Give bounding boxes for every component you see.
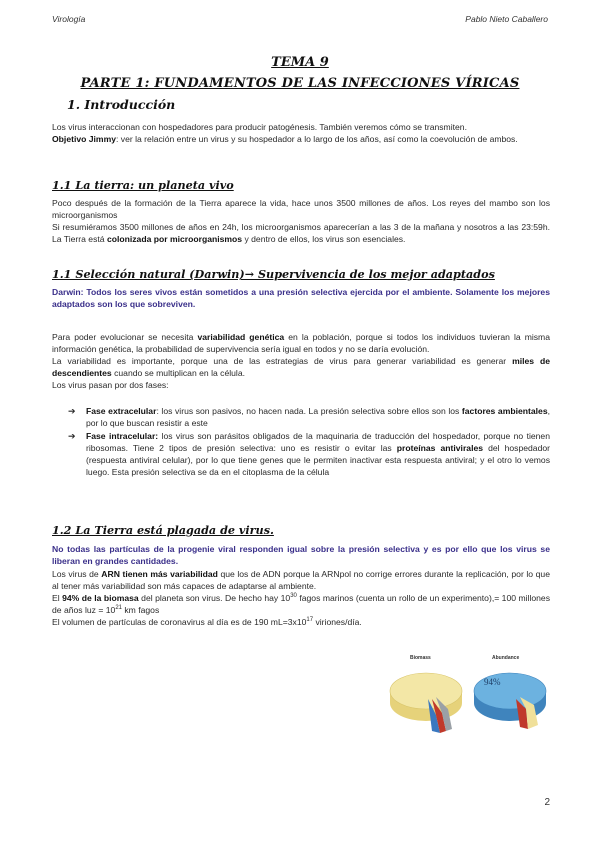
living-planet-text-2: Si resumiéramos 3500 millones de años en 24h, los microorganismos aparecerían a las 3 de la mañana y nosotros a las 23:59h. La Tierra está [52, 222, 550, 244]
intro-paragraph [52, 121, 550, 145]
abundance-chart-title: Abundance [492, 655, 520, 661]
arrow-right-icon: ➔ [68, 431, 76, 441]
rna-paragraph [52, 568, 550, 628]
biomass-chart-title: Biomass [410, 655, 431, 661]
rna-text-2: que los de ADN porque la ARNpol no corrige errores durante la replicación, por lo que al tener más variabilidad son más capaces de adaptarse al ambiente. [52, 569, 550, 591]
living-planet-text-3: y dentro de ellos, los virus son esenciales. [242, 234, 406, 244]
biomass-pie-top [390, 673, 462, 709]
intro-text: Los virus interaccionan con hospedadores para producir patogénesis. También veremos cómo se transmiten. [52, 122, 467, 132]
page-title: TEMA 9 [271, 55, 329, 70]
pie-charts-figure [388, 655, 553, 745]
coronavirus-text-1: El volumen de partículas de coronavirus al día es de 190 mL=3x10 [52, 617, 307, 627]
variability-paragraph [52, 331, 550, 391]
objective-label: Objetivo Jimmy [52, 134, 116, 144]
progeny-note: No todas las partículas de la progenie viral responden igual sobre la presión selectiva y es por ello que los virus se liberan en grandes cantidades. [52, 544, 550, 566]
header-subject: Virología [52, 14, 86, 24]
darwin-quote: Darwin: Todos los seres vivos están sometidos a una presión selectiva ejercida por el ambiente. Solamente los mejores adaptados son los que sobreviven. [52, 287, 550, 309]
variability-bold-2: miles de descendientes [52, 356, 550, 378]
phase-extracellular-bold: factores ambientales [461, 406, 548, 416]
phase-intracellular-label: Fase intracelular: [86, 431, 159, 441]
abundance-pie [474, 673, 546, 729]
header-author: Pablo Nieto Caballero [465, 14, 548, 24]
phase-intracellular-end: del hospedador (respuesta antiviral celular), por lo que tiene genes que le permiten inactivar esta respuesta antiviral; y el otro lo vemos luego. Esta presión selectiva se da en el citoplasma de la célula [86, 443, 551, 477]
page-subtitle: PARTE 1: FUNDAMENTOS DE LAS INFECCIONES VÍRICAS [80, 76, 520, 91]
living-planet-bold: colonizada por microorganismos [106, 234, 243, 244]
living-planet-paragraph [52, 197, 550, 245]
list-item [66, 430, 550, 478]
biomass-text-3: fagos marinos (cuenta un rollo de un experimento),= 100 millones de años luz = 10 [52, 593, 550, 615]
biomass-pie [390, 673, 462, 733]
section-heading-intro: 1. Introducción [67, 97, 176, 112]
arrow-right-icon: ➔ [68, 406, 76, 416]
biomass-bold: 94% de la biomasa [62, 593, 139, 603]
exponent-17: 17 [306, 617, 314, 624]
rna-text-1: Los virus de [52, 569, 102, 579]
variability-text-1: Para poder evolucionar se necesita [52, 332, 198, 342]
phase-extracellular-text: : los virus son pasivos, no hacen nada. La presión selectiva sobre ellos son los [156, 406, 462, 416]
objective-text: : ver la relación entre un virus y su hospedador a lo largo de los años, así como la coevolución de ambos. [116, 134, 518, 144]
phase-intracellular-bold: proteínas antivirales [396, 443, 484, 453]
exponent-21: 21 [115, 605, 122, 612]
rna-bold: ARN tienen más variabilidad [101, 569, 218, 579]
phase-extracellular-end: , por lo que buscan resistir a este [86, 406, 550, 428]
section-heading-natural-selection: 1.1 Selección natural (Darwin)→ Supervivencia de los mejor adaptados [52, 267, 495, 281]
variability-text-2: en la población, porque si todos los individuos tuvieran la misma información genética, la probabilidad de supervivencia sería igual en todos y no se daría evolución. [52, 332, 550, 354]
living-planet-text-1: Poco después de la formación de la Tierra aparece la vida, hace unos 3500 millones de años. Los reyes del mambo son los microorganismos [52, 198, 550, 220]
section-heading-earth-viruses: 1.2 La Tierra está plagada de virus. [52, 523, 274, 537]
variability-bold-1: variabilidad genética [197, 332, 285, 342]
coronavirus-text-2: viriones/día. [313, 617, 362, 627]
variability-text-3: La variabilidad es importante, porque una de las estrategias de virus para generar variabilidad es generar [52, 356, 513, 366]
biomass-text-1: El [52, 593, 63, 603]
exponent-30: 30 [290, 593, 297, 600]
biomass-text-2: del planeta son virus. De hecho hay 10 [138, 593, 291, 603]
abundance-value-label: 94% [484, 677, 501, 687]
page-number: 2 [544, 797, 550, 808]
list-item [66, 405, 550, 429]
pie-charts-svg [388, 655, 553, 745]
phases-list [66, 405, 550, 479]
biomass-text-4: km fagos [122, 605, 160, 615]
section-heading-living-planet: 1.1 La tierra: un planeta vivo [52, 178, 234, 192]
phase-intracellular-text: los virus son parásitos obligados de la maquinaria de traducción del hospedador, porque no tienen ribosomas. Tiene 2 tipos de presión selectiva: uno es resistir o evitar las [86, 431, 550, 453]
phase-extracellular-label: Fase extracelular [86, 406, 157, 416]
variability-text-4: cuando se multiplican en la célula. [111, 368, 245, 378]
phases-intro: Los virus pasan por dos fases: [52, 380, 169, 390]
